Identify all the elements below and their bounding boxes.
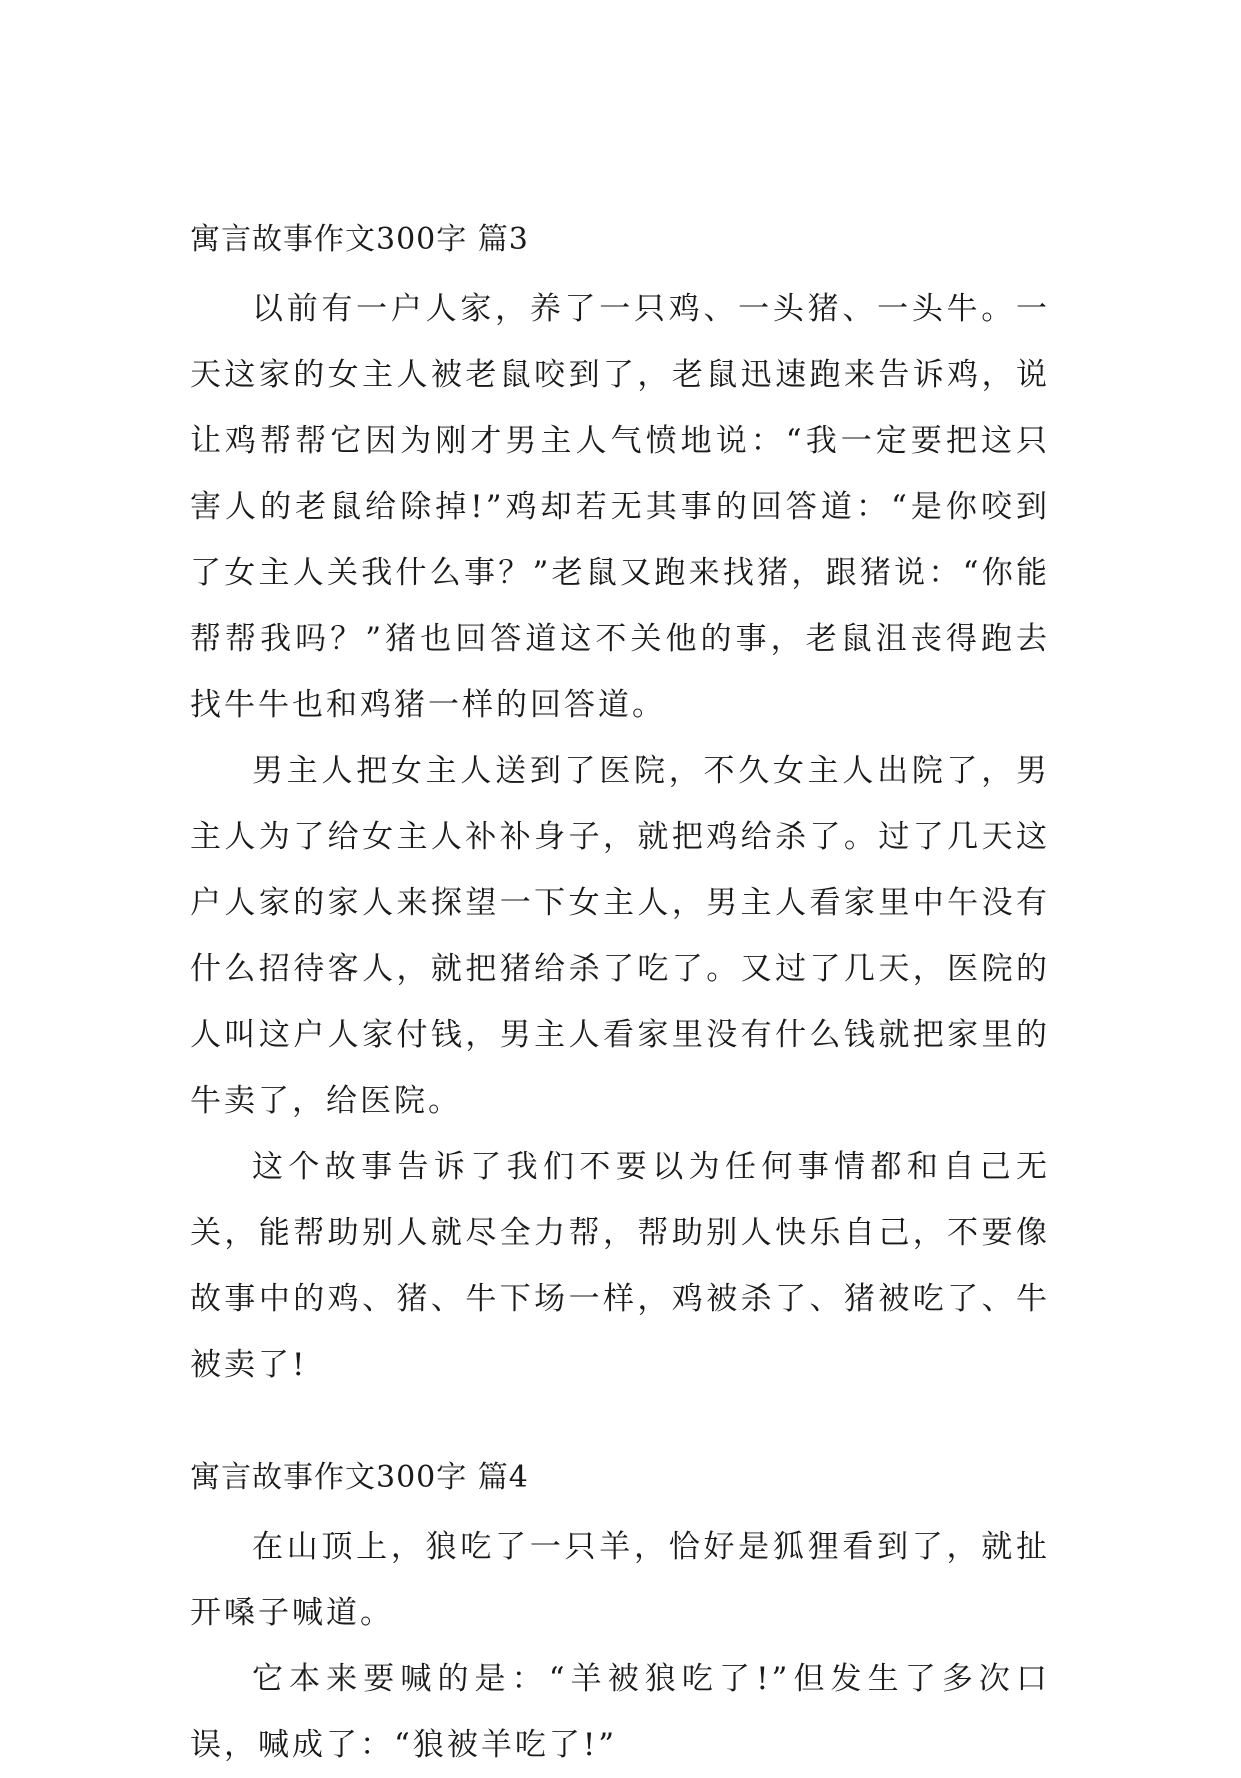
paragraph: 这个故事告诉了我们不要以为任何事情都和自己无关，能帮助别人就尽全力帮，帮助别人快乐自己，不要像故事中的鸡、猪、牛下场一样，鸡被杀了、猪被吃了、牛被卖了! <box>190 1149 1050 1383</box>
paragraph: 在山顶上，狼吃了一只羊，恰好是狐狸看到了，就扯开嗓子喊道。 <box>190 1529 1050 1631</box>
paragraph: 男主人把女主人送到了医院，不久女主人出院了，男主人为了给女主人补补身子，就把鸡给杀了。过了几天这户人家的家人来探望一下女主人，男主人看家里中午没有什么招待客人，就把猪给杀了吃了。又过了几天，医院的人叫这户人家付钱，男主人看家里没有什么钱就把家里的牛卖了，给医院。 <box>190 753 1050 1119</box>
section-title-4: 寓言故事作文300字 篇4 <box>190 1460 529 1495</box>
paragraph: 以前有一户人家，养了一只鸡、一头猪、一头牛。一天这家的女主人被老鼠咬到了，老鼠迅速跑来告诉鸡，说让鸡帮帮它因为刚才男主人气愤地说：“我一定要把这只害人的老鼠给除掉!”鸡却若无其事的回答道：“是你咬到了女主人关我什么事？”老鼠又跑来找猪，跟猪说：“你能帮帮我吗？”猪也回答道这不关他的事，老鼠沮丧得跑去找牛牛也和鸡猪一样的回答道。 <box>190 291 1050 723</box>
document-page <box>190 220 1050 1778</box>
paragraph: 它本来要喊的是：“羊被狼吃了!”但发生了多次口误，喊成了：“狼被羊吃了!” <box>190 1661 1050 1763</box>
section-title-3: 寓言故事作文300字 篇3 <box>190 222 529 257</box>
